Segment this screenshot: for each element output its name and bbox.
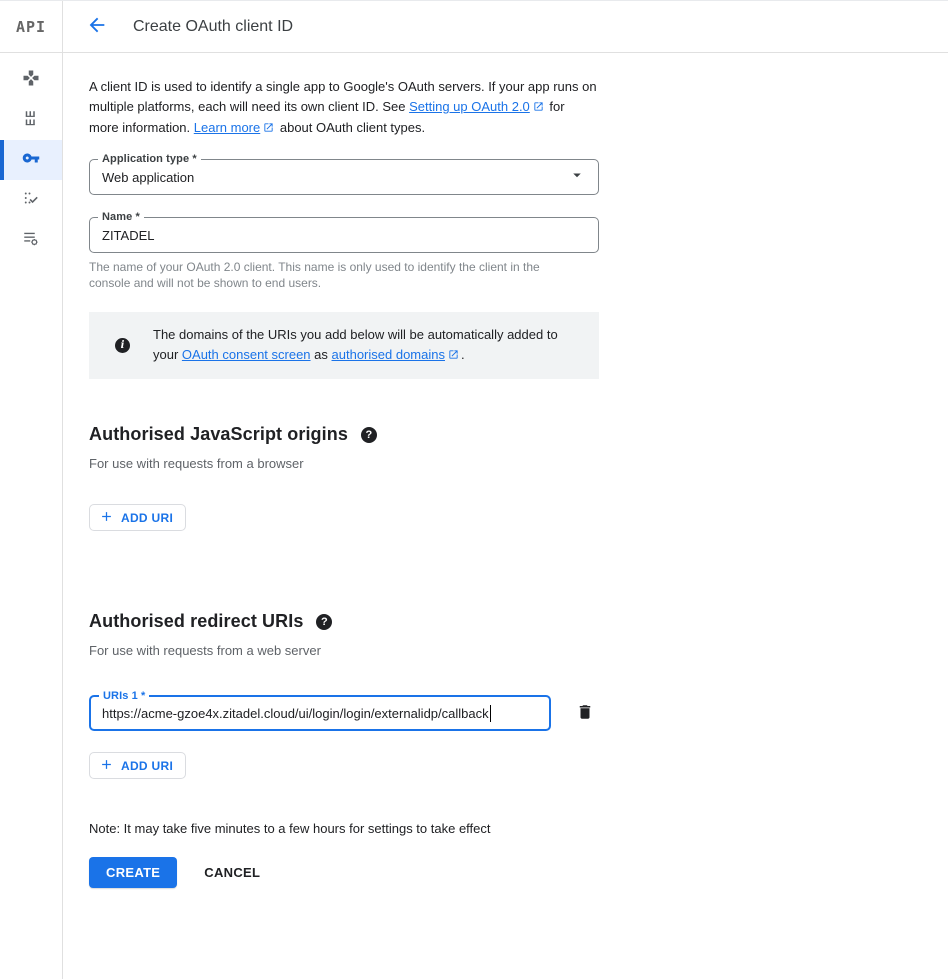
- redirects-subtitle: For use with requests from a web server: [89, 643, 321, 658]
- application-type-select[interactable]: [89, 153, 599, 195]
- dropdown-arrow-icon: [568, 166, 586, 189]
- plus-icon: [99, 757, 114, 775]
- uri-row: [89, 690, 599, 731]
- create-button[interactable]: CREATE: [89, 857, 177, 888]
- external-link-icon: [448, 346, 459, 366]
- sidebar-item-consent-screen[interactable]: [0, 180, 62, 220]
- add-uri-button-redirects[interactable]: [89, 752, 186, 779]
- intro-paragraph: [89, 77, 597, 139]
- text-cursor: [490, 705, 491, 722]
- external-link-icon: [533, 98, 544, 118]
- sidebar-item-credentials[interactable]: [0, 140, 62, 180]
- usage-agreements-list-gear-icon: [22, 229, 40, 252]
- redirects-title-text: Authorised redirect URIs: [89, 611, 304, 631]
- authorised-domains-link[interactable]: authorised domains: [331, 347, 445, 362]
- dashboard-icon: [22, 69, 40, 92]
- info-icon: i: [115, 338, 130, 353]
- action-buttons: [89, 857, 599, 888]
- external-link-icon: [263, 119, 274, 139]
- header-main: [63, 1, 293, 52]
- origins-section-title: [89, 424, 599, 445]
- name-input[interactable]: [89, 211, 599, 253]
- add-uri-label: ADD URI: [121, 510, 174, 525]
- origins-title-text: Authorised JavaScript origins: [89, 424, 348, 444]
- info-banner: [89, 312, 599, 379]
- delete-uri-button[interactable]: [576, 703, 594, 724]
- banner-segment: The domains of the URIs you add below will be automatically added to your: [153, 327, 558, 362]
- uri-1-label: URIs 1 *: [99, 690, 149, 702]
- origins-subtitle: For use with requests from a browser: [89, 456, 304, 471]
- redirects-section-title: [89, 611, 599, 632]
- name-value: ZITADEL: [102, 227, 155, 243]
- sidebar-item-dashboard[interactable]: [0, 60, 62, 100]
- sidebar: [0, 53, 63, 979]
- name-label: Name *: [98, 211, 144, 223]
- application-type-label: Application type *: [98, 153, 201, 165]
- oauth-consent-screen-link[interactable]: OAuth consent screen: [181, 347, 311, 362]
- uri-1-value: https://acme-gzoe4x.zitadel.cloud/ui/login/login/externalidp/callback: [102, 705, 489, 721]
- credentials-key-icon: [22, 149, 40, 172]
- banner-segment: .: [460, 347, 465, 362]
- page-title: Create OAuth client ID: [133, 17, 294, 35]
- intro-text: for more information.: [89, 99, 565, 135]
- sidebar-item-library[interactable]: [0, 100, 62, 140]
- sidebar-item-usage-agreements[interactable]: [0, 220, 62, 260]
- plus-icon: [99, 509, 114, 527]
- intro-text: A client ID is used to identify a single app to Google's OAuth servers. If your app runs on multiple platforms, each will need its own client ID. See: [89, 79, 597, 114]
- learn-more-link[interactable]: Learn more: [193, 120, 261, 135]
- help-icon[interactable]: ?: [361, 427, 377, 443]
- main-content: [63, 53, 948, 979]
- name-helper-text: The name of your OAuth 2.0 client. This name is only used to identify the client in the console and will not be shown to end users.: [89, 260, 540, 290]
- banner-text: [153, 325, 579, 366]
- logo-cell: [0, 1, 63, 52]
- settings-note: Note: It may take five minutes to a few hours for settings to take effect: [89, 821, 491, 836]
- app-header: [0, 1, 948, 53]
- trash-icon: [576, 703, 594, 724]
- library-icon: [22, 109, 40, 132]
- api-logo: API: [15, 17, 47, 36]
- back-button[interactable]: [85, 15, 109, 39]
- intro-text: about OAuth client types.: [276, 120, 426, 135]
- add-uri-label: ADD URI: [121, 758, 174, 773]
- application-type-value: Web application: [102, 169, 195, 185]
- uri-1-input[interactable]: [89, 690, 551, 731]
- setting-up-oauth-link[interactable]: Setting up OAuth 2.0: [409, 99, 530, 114]
- consent-screen-checklist-icon: [22, 189, 40, 212]
- add-uri-button-origins[interactable]: [89, 504, 186, 531]
- banner-segment: as: [310, 347, 332, 362]
- help-icon[interactable]: ?: [316, 614, 332, 630]
- arrow-back-icon: [86, 14, 108, 39]
- cancel-button[interactable]: CANCEL: [204, 865, 261, 880]
